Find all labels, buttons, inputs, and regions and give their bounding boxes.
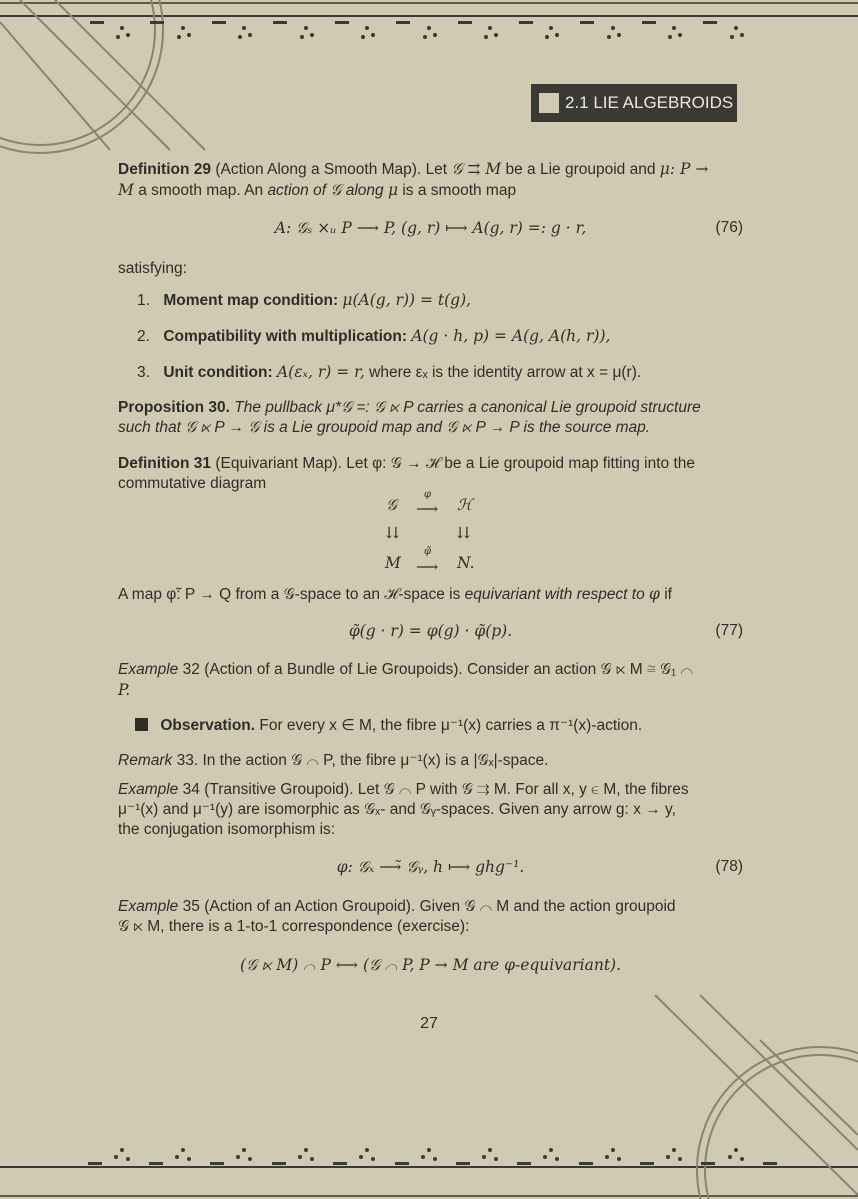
definition-31 [118, 454, 743, 494]
observation [135, 716, 745, 736]
example-number: 34 [182, 781, 200, 798]
item-label: Moment map condition: [163, 292, 339, 309]
math: μ(A(g, r)) = t(g), [342, 291, 472, 309]
text: such that 𝒢 ⋉ P → 𝒢 is a Lie groupoid map and 𝒢 ⋉ P → P is the source map. [118, 419, 651, 436]
condition-item [137, 363, 641, 382]
math: 𝒢 ⇉ M [451, 160, 502, 178]
text: Let φ: 𝒢 → ℋ be a Lie groupoid map fitting into the [346, 455, 695, 472]
item-number: 3. [137, 364, 150, 381]
example-34 [118, 780, 743, 840]
text: be a Lie groupoid and [505, 161, 656, 178]
text: Let [425, 161, 448, 178]
text: (Action of an Action Groupoid). Given 𝒢 ⌒ M and the action groupoid [204, 898, 676, 915]
condition-item [137, 291, 471, 310]
math: A(g · h, p) = A(g, A(h, r)), [411, 327, 611, 345]
equivariance-text [118, 584, 743, 605]
example-number: 32 [182, 661, 200, 678]
equation-79 [118, 956, 743, 980]
text: the conjugation isomorphism is: [118, 821, 336, 838]
satisfying-text: satisfying: [118, 260, 187, 277]
equation-body: A: 𝒢ₛ ×ᵤ P ⟶ P, (g, r) ⟼ A(g, r) =: g · r, [274, 219, 587, 237]
bullet-square-icon [135, 718, 148, 731]
text: if [664, 586, 672, 603]
math: μ: P → [659, 160, 709, 178]
math: P. [118, 681, 131, 699]
emphasis: equivariant with respect to [464, 586, 645, 603]
definition-label: Definition 29 [118, 161, 212, 178]
item-label: Unit condition: [163, 364, 273, 381]
diagram-node: 𝒢 [386, 496, 398, 514]
remark-number: 33. [176, 752, 199, 769]
text: is a smooth map [402, 182, 517, 199]
text: In the action 𝒢 ⌒ P, the fibre μ⁻¹(x) is a |𝒢ₓ|-space. [202, 752, 549, 769]
item-number: 1. [137, 292, 150, 309]
item-label: Compatibility with multiplication: [163, 328, 407, 345]
text: a smooth map. An [138, 182, 264, 199]
definition-29 [118, 159, 743, 201]
math: μ [387, 181, 399, 199]
text: where εₓ is the identity arrow at x = μ(r). [369, 364, 642, 381]
diagram-label: φ [424, 489, 432, 500]
text: (Action of a Bundle of Lie Groupoids). Consider an action 𝒢 ⋉ M ≅ 𝒢₁ ⌒ [204, 661, 693, 678]
example-number: 35 [182, 898, 200, 915]
text: The pullback μ*𝒢 =: 𝒢 ⋉ P carries a canonical Lie groupoid structure [234, 399, 701, 416]
remark-33 [118, 751, 743, 771]
emphasis: action of [267, 182, 327, 199]
definition-title: (Equivariant Map). [215, 455, 342, 472]
arrow-icon: ⟶ [416, 500, 439, 518]
math: 𝒢 [330, 181, 342, 199]
diagram-node: M [385, 554, 401, 572]
text: For every x ∈ M, the fibre μ⁻¹(x) carries a π⁻¹(x)-action. [259, 717, 643, 734]
equation-number: (77) [715, 622, 743, 639]
math: φ [649, 585, 660, 603]
section-square-icon [539, 93, 559, 113]
text: 𝒢 ⋉ M, there is a 1-to-1 correspondence (exercise): [118, 918, 470, 935]
diagram-label: φ̃ [424, 546, 432, 557]
math: M [118, 181, 134, 199]
condition-item [137, 327, 610, 346]
diagram-node: N. [457, 554, 475, 572]
definition-label: Definition 31 [118, 455, 212, 472]
text: A map φ̃: P → Q from a 𝒢-space to an ℋ-space is [118, 586, 461, 603]
remark-label: Remark [118, 752, 173, 769]
equation-77 [118, 622, 743, 646]
section-header [531, 84, 737, 122]
emphasis: along [345, 182, 384, 199]
example-label: Example [118, 898, 179, 915]
text: (Transitive Groupoid). Let 𝒢 ⌒ P with 𝒢 ⇉ M. For all x, y ∈ M, the fibres [204, 781, 689, 798]
definition-title: (Action Along a Smooth Map). [215, 161, 422, 178]
example-label: Example [118, 661, 179, 678]
equation-78 [118, 858, 743, 882]
equation-number: (76) [715, 219, 743, 236]
example-35 [118, 897, 743, 937]
item-number: 2. [137, 328, 150, 345]
page-number: 27 [420, 1015, 438, 1032]
proposition-label: Proposition 30. [118, 399, 230, 416]
equation-body: φ: 𝒢ₓ ⟶̃ 𝒢ᵧ, h ⟼ ghg⁻¹. [336, 858, 525, 876]
diagram-node: ℋ [457, 496, 473, 514]
text: μ⁻¹(x) and μ⁻¹(y) are isomorphic as 𝒢ₓ- and 𝒢ᵧ-spaces. Given any arrow g: x → y, [118, 801, 676, 818]
equation-76 [118, 219, 743, 243]
observation-label: Observation. [160, 717, 256, 734]
equation-body: φ̃(g · r) = φ(g) · φ̃(p). [348, 622, 513, 640]
equation-number: (78) [715, 858, 743, 875]
down-arrows-icon: ⇊ [386, 524, 399, 542]
equation-body: (𝒢 ⋉ M) ⌒ P ⟷ (𝒢 ⌒ P, P → M are φ-equivariant). [239, 956, 622, 974]
text: commutative diagram [118, 475, 267, 492]
proposition-30 [118, 398, 743, 438]
math: A(εₓ, r) = r, [276, 363, 365, 381]
down-arrows-icon: ⇊ [457, 524, 470, 542]
example-label: Example [118, 781, 179, 798]
arrow-icon: ⟶ [416, 558, 439, 576]
example-32 [118, 660, 743, 701]
section-title: 2.1 LIE ALGEBROIDS [565, 93, 734, 112]
